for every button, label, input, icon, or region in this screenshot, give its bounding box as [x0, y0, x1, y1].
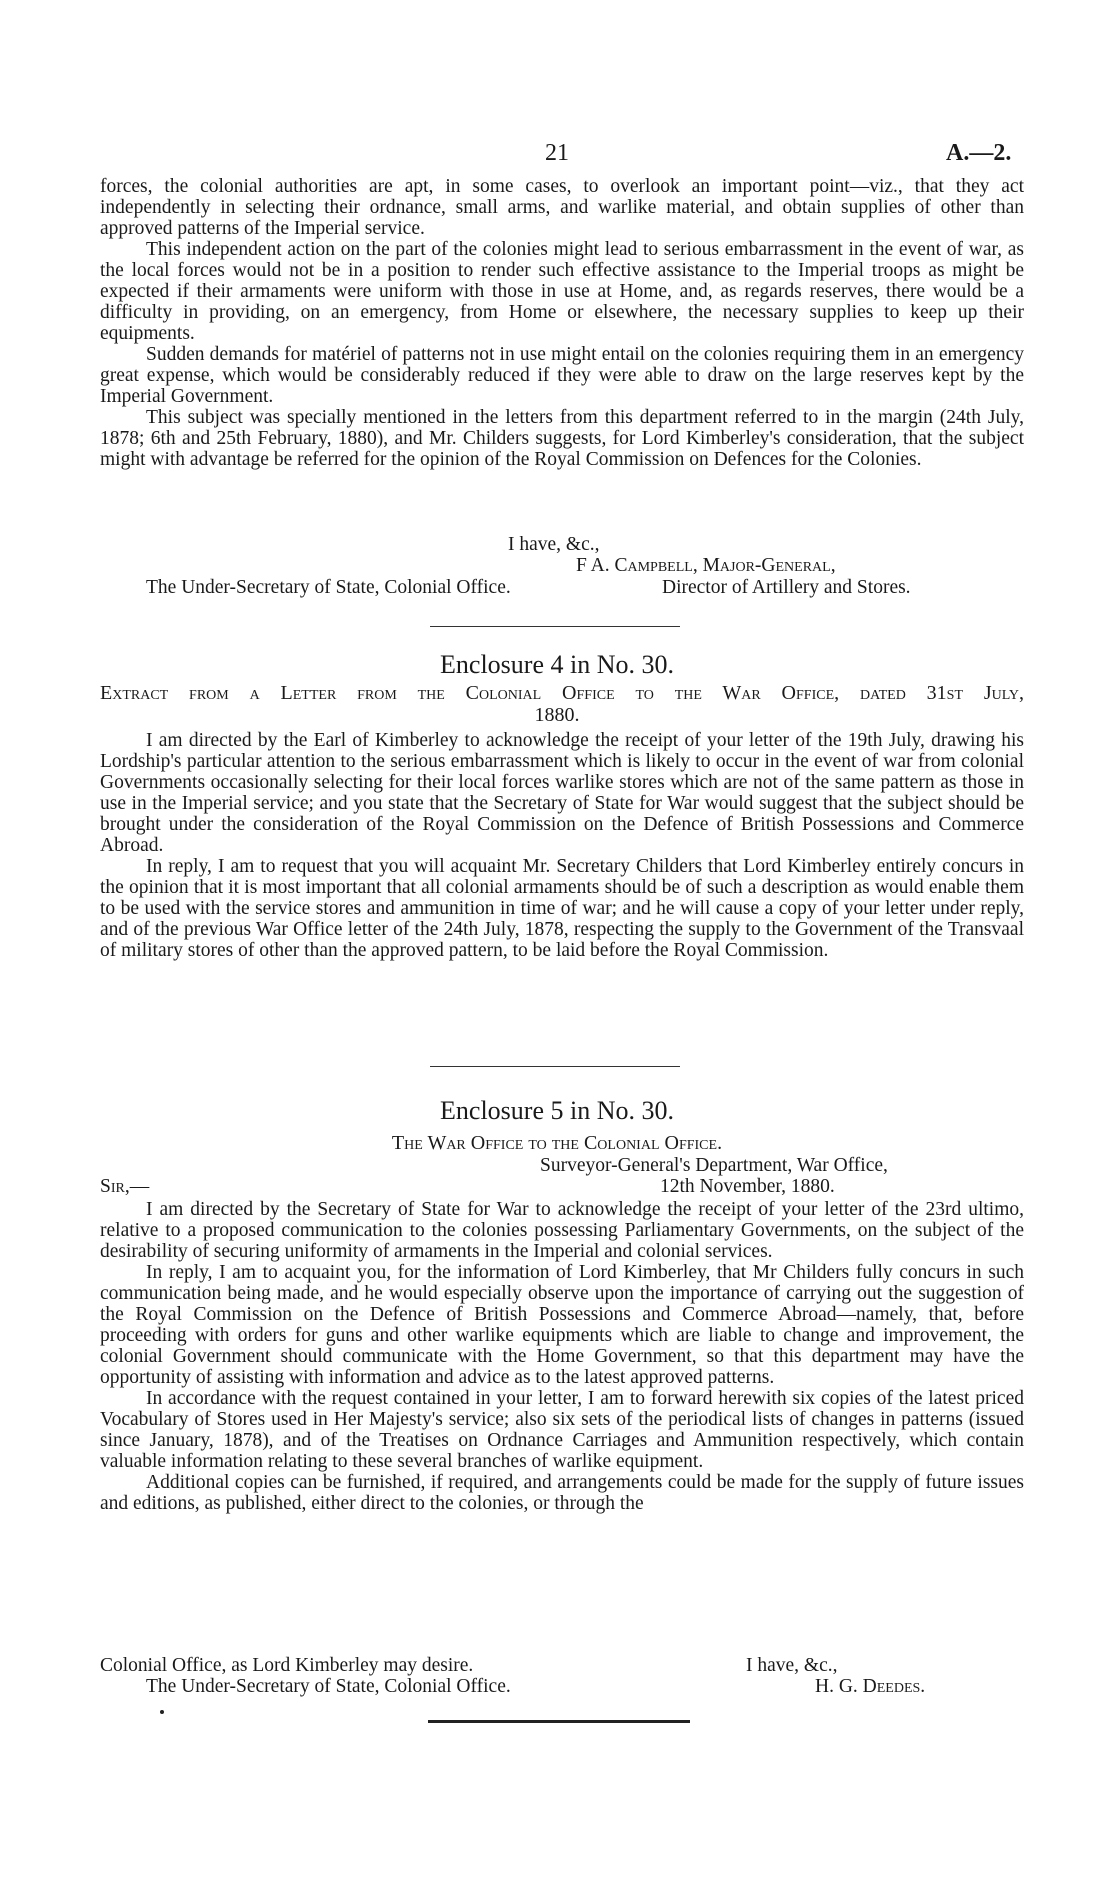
- enclosure4-subtitle-year: 1880.: [534, 704, 580, 726]
- enclosure4-subtitle: Extract from a Letter from the Colonial Office to the War Office, dated 31st July,: [100, 682, 1024, 704]
- enclosure5-title: Enclosure 5 in No. 30.: [440, 1096, 674, 1125]
- enclosure5-signatory: H. G. Deedes.: [815, 1676, 926, 1697]
- enclosure4-paragraph: I am directed by the Earl of Kimberley to acknowledge the receipt of your letter of the 19th July, drawing his Lordship's particular attention to the serious embarrassment which is likely to occur in the event of war from colonial Governments occasionally selecting for their local forces warlike stores which are not of the same pattern as those in use in the Imperial service; and you state that the Secretary of State for War would suggest that the subject should be brought under the consideration of the Royal Commission on the Defence of British Possessions and Commerce Abroad.: [100, 730, 1024, 856]
- section1-signatory: F A. Campbell, Major-General,: [576, 555, 836, 576]
- divider: [430, 626, 680, 627]
- enclosure5-address-line1: Surveyor-General's Department, War Office,: [540, 1155, 888, 1176]
- enclosure5-address-line2: 12th November, 1880.: [660, 1176, 835, 1197]
- section1-paragraph: Sudden demands for matériel of patterns not in use might entail on the colonies requiring them in an emergency great expense, which would be considerably reduced if they were able to draw on the large reserves kept by the Imperial Government.: [100, 344, 1024, 407]
- enclosure5-paragraph: In reply, I am to acquaint you, for the information of Lord Kimberley, that Mr Childers fully concurs in such communication being made, and he would especially observe upon the importance of carrying out the suggestion of the Royal Commission on the Defence of British Possessions and Commerce Abroad—namely, that, before proceeding with orders for guns and other warlike equipments which are liable to change and improvement, the colonial Government should communicate with the Home Government, so that this department may have the opportunity of assisting with information and advice as to the latest approved patterns.: [100, 1262, 1024, 1388]
- enclosure4-body: [100, 730, 1024, 961]
- enclosure4-paragraph: In reply, I am to request that you will acquaint Mr. Secretary Childers that Lord Kimberley entirely concurs in the opinion that it is most important that all colonial armaments should be of such a description as would enable them to be used with the service stores and ammunition in time of war; and he will cause a copy of your letter under reply, and of the previous War Office letter of the 24th July, 1878, respecting the supply to the Government of the Transvaal of military stores of other than the approved pattern, to be laid before the Royal Commission.: [100, 856, 1024, 961]
- section1-signatory-title: Director of Artillery and Stores.: [662, 577, 911, 598]
- page-reference: A.—2.: [946, 140, 1012, 166]
- enclosure5-body: [100, 1199, 1024, 1514]
- enclosure4-title: Enclosure 4 in No. 30.: [440, 650, 674, 679]
- divider: [430, 1066, 680, 1067]
- section1-addressee: The Under-Secretary of State, Colonial Office.: [146, 577, 511, 598]
- enclosure5-paragraph: Additional copies can be furnished, if required, and arrangements could be made for the supply of future issues and editions, as published, either direct to the colonies, or through the: [100, 1472, 1024, 1514]
- section1-body: [100, 176, 1024, 470]
- enclosure5-addressee: The Under-Secretary of State, Colonial Office.: [146, 1676, 511, 1697]
- enclosure5-subtitle: The War Office to the Colonial Office.: [391, 1132, 723, 1154]
- section1-paragraph: This independent action on the part of the colonies might lead to serious embarrassment in the event of war, as the local forces would not be in a position to render such effective assistance to the Imperial troops as might be expected if their armaments were uniform with those in use at Home, and, as regards reserves, there would be a difficulty in providing, on an emergency, from Home or elsewhere, the necessary supplies to keep up their equipments.: [100, 239, 1024, 344]
- enclosure5-closing: I have, &c.,: [746, 1655, 838, 1676]
- enclosure5-last-line: Colonial Office, as Lord Kimberley may desire.: [100, 1655, 474, 1676]
- section1-paragraph: forces, the colonial authorities are apt, in some cases, to overlook an important point—viz., that they act independently in selecting their ordnance, small arms, and warlike material, and obtain supplies of other than approved patterns of the Imperial service.: [100, 176, 1024, 239]
- enclosure5-paragraph: In accordance with the request contained in your letter, I am to forward herewith six copies of the latest priced Vocabulary of Stores used in Her Majesty's service; also six sets of the periodical lists of changes in patterns (issued since January, 1878), and of the Treatises on Ordnance Carriages and Ammunition respectively, which contain valuable information relating to these several branches of warlike equipment.: [100, 1388, 1024, 1472]
- page-number: 21: [545, 140, 569, 166]
- printer-mark: [160, 1710, 164, 1714]
- end-rule: [428, 1720, 690, 1723]
- section1-closing: I have, &c.,: [508, 534, 600, 555]
- enclosure5-salutation: Sir,—: [100, 1176, 150, 1197]
- enclosure5-paragraph: I am directed by the Secretary of State for War to acknowledge the receipt of your letter of the 23rd ultimo, relative to a proposed communication to the colonies possessing Parliamentary Governments, on the subject of the desirability of securing uniformity of armaments in the Imperial and colonial services.: [100, 1199, 1024, 1262]
- section1-paragraph: This subject was specially mentioned in the letters from this department referred to in the margin (24th July, 1878; 6th and 25th February, 1880), and Mr. Childers suggests, for Lord Kimberley's consideration, that the subject might with advantage be referred for the opinion of the Royal Commission on Defences for the Colonies.: [100, 407, 1024, 470]
